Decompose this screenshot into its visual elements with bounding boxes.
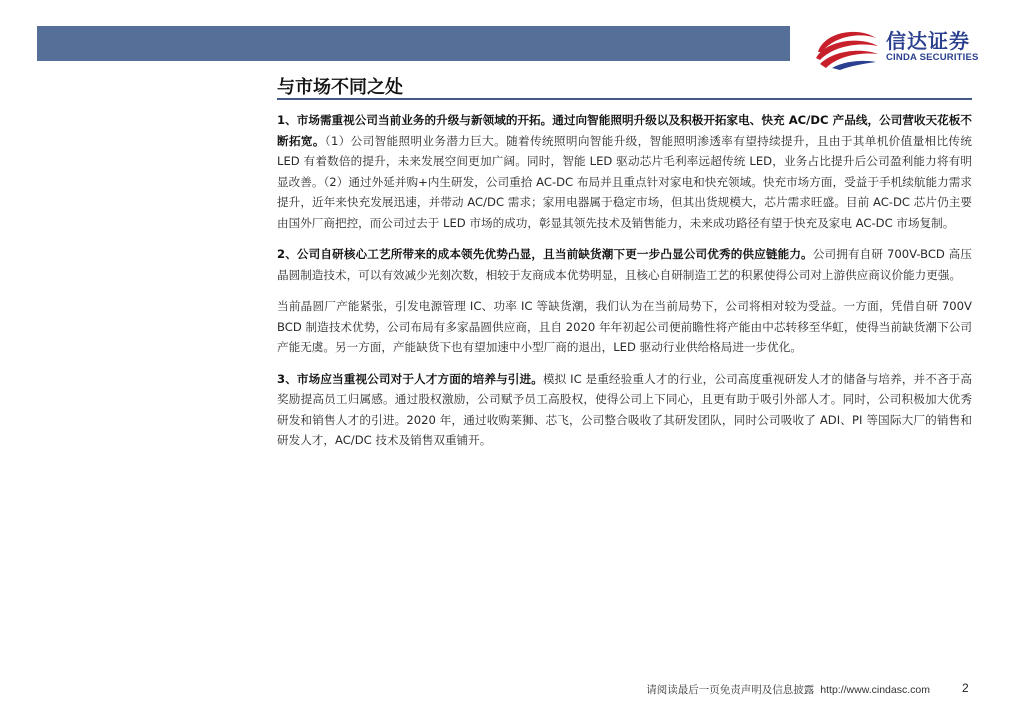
paragraph-2 [277, 244, 972, 285]
logo-chinese-name: 信达证券 [886, 29, 970, 53]
logo-english-name: CINDA SECURITIES [886, 52, 979, 63]
website-link[interactable]: http://www.cindasc.com [820, 684, 930, 696]
paragraph-1-text: （1）公司智能照明业务潜力巨大。随着传统照明向智能升级，智能照明渗透率有望持续提升，且由于其单机价值量相比传统 LED 有着数倍的提升，未来发展空间更加广阔。同时，智能 LED 驱动芯片毛利率远超传统 LED，业务占比提升后公司盈利能力将有明显改善。（2）通过外延并购+内生研发，公司重拾 AC-DC 布局并且重点针对家电和快充领域。快充市场方面，受益于手机续航能力需求提升，近年来快充发展迅速，并带动 AC/DC 需求；家用电器属于稳定市场，但其出货规模大，芯片需求旺盛。目前 AC-DC 芯片仍主要由国外厂商把控，而公司过去于 LED 市场的成功，彰显其领先技术及销售能力，未来成功路径有望于快充及家电 AC-DC 市场复制。 [277, 133, 972, 230]
paragraph-4-text: 模拟 IC 是重经验重人才的行业，公司高度重视研发人才的储备与培养，并不吝于高奖励提高员工归属感。通过股权激励，公司赋予员工高股权，使得公司上下同心，且更有助于吸引外部人才。同时，公司积极加大优秀研发和销售人才的引进。2020 年，通过收购莱狮、芯飞，公司整合吸收了其研发团队，同时公司吸收了 ADI、PI 等国际大厂的销售和研发人才，AC/DC 技术及销售双重铺开。 [277, 371, 972, 447]
paragraph-2-text: 公司拥有自研 700V-BCD 高压晶圆制造技术，可以有效减少光刻次数，相较于友商成本优势明显，且核心自研制造工艺的积累使得公司对上游供应商议价能力更强。 [277, 247, 972, 282]
paragraph-3-text: 当前晶圆厂产能紧张，引发电源管理 IC、功率 IC 等缺货潮，我们认为在当前局势下，公司将相对较为受益。一方面，凭借自研 700V BCD 制造技术优势，公司布局有多家晶圆供应商，且自 2020 年年初起公司便前瞻性将产能由中芯转移至华虹，使得当前缺货潮下公司产能无虞。另一方面，产能缺货下也有望加速中小型厂商的退出，LED 驱动行业供给格局进一步优化。 [277, 299, 972, 354]
paragraph-1 [277, 110, 972, 233]
disclaimer-text: 请阅读最后一页免责声明及信息披露 [646, 684, 815, 696]
cinda-globe-icon [812, 22, 882, 70]
paragraph-2-lead: 2、公司自研核心工艺所带来的成本领先优势凸显，且当前缺货潮下更一步凸显公司优秀的供应链能力。 [277, 247, 813, 261]
paragraph-4 [277, 369, 972, 451]
paragraph-3 [277, 296, 972, 358]
header-band [37, 26, 790, 61]
section-title: 与市场不同之处 [277, 77, 403, 98]
footer-disclaimer [600, 682, 930, 697]
paragraph-4-lead: 3、市场应当重视公司对于人才方面的培养与引进。 [277, 371, 543, 386]
title-divider [277, 98, 972, 100]
page-number: 2 [962, 681, 969, 695]
company-logo [812, 22, 1002, 70]
paragraph-1-lead: 1、市场需重视公司当前业务的升级与新领域的开拓。通过向智能照明升级以及积极开拓家电、快充 AC/DC 产品线，公司营收天花板不断拓宽。 [277, 113, 972, 148]
body-content [277, 110, 972, 462]
